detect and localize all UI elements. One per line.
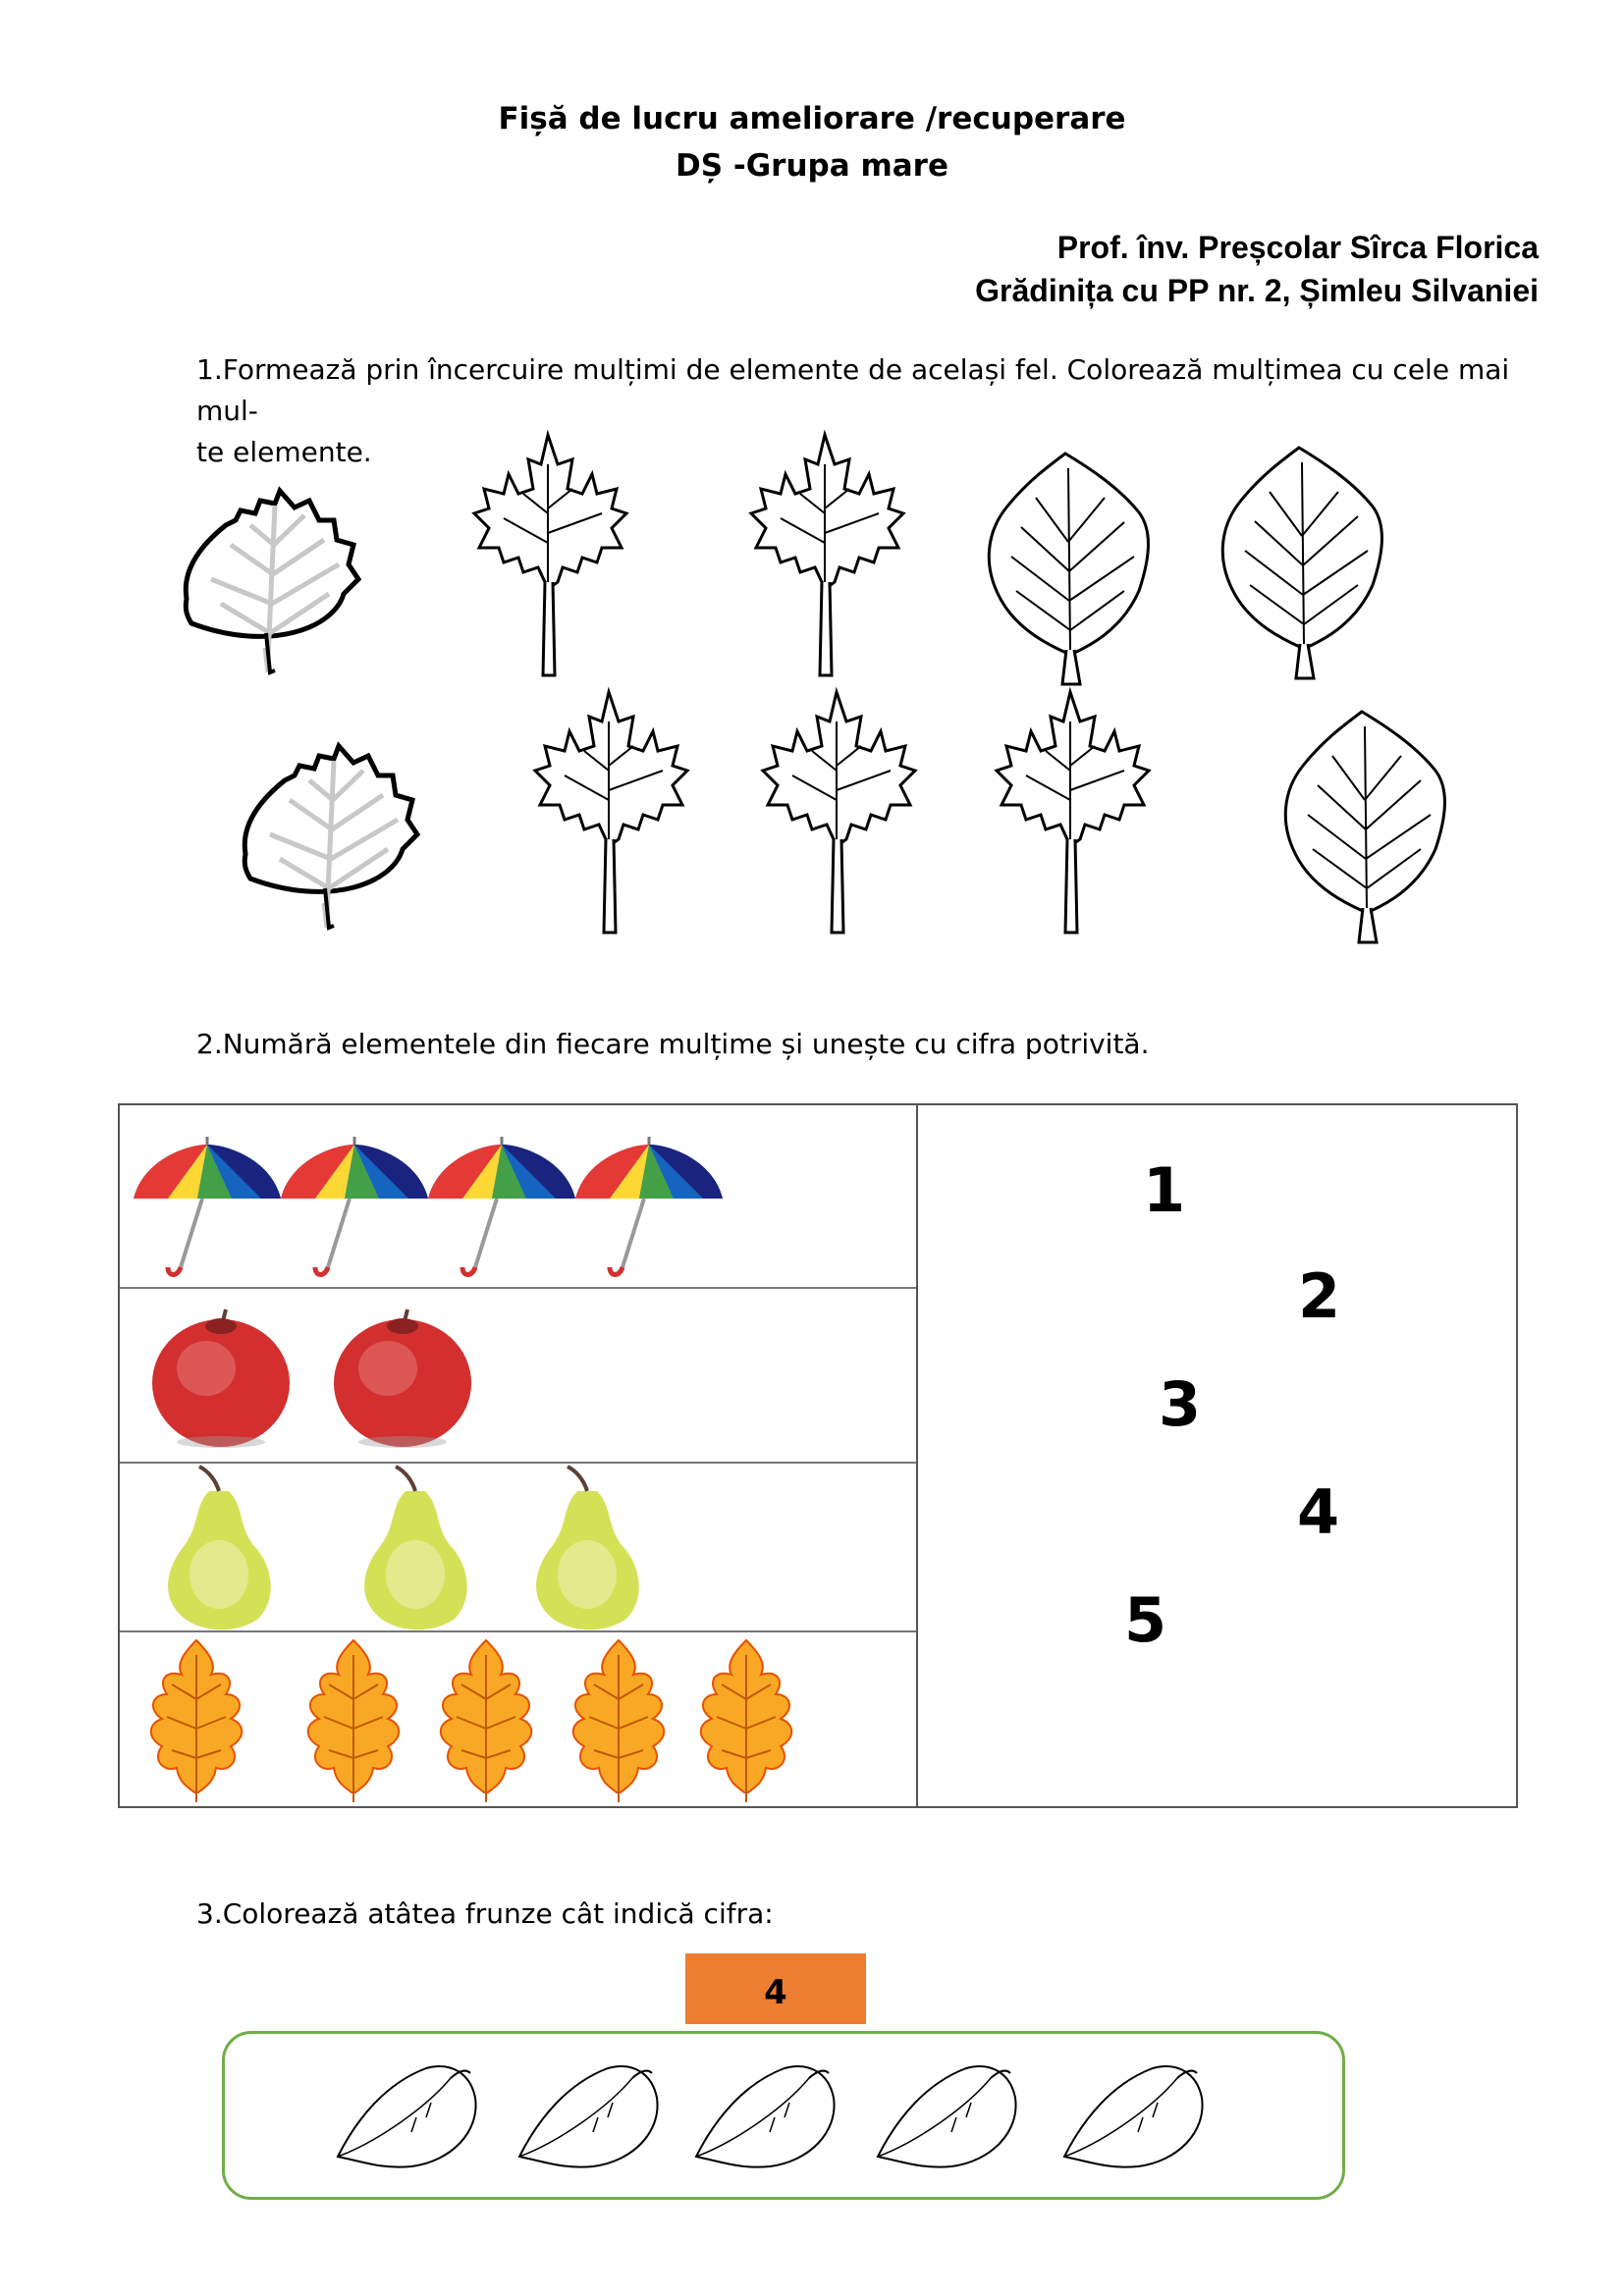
number-1[interactable]: 1 — [1143, 1154, 1186, 1226]
number-5[interactable]: 5 — [1124, 1584, 1167, 1656]
maple-leaf-icon — [464, 435, 626, 680]
outline-leaf-icon[interactable] — [514, 2063, 686, 2176]
number-4[interactable]: 4 — [1297, 1476, 1340, 1548]
birch-leaf-icon — [241, 741, 417, 933]
task2-text: 2.Numără elementele din fiecare mulțime și unește cu cifra potrivită. — [196, 1028, 1150, 1060]
apple-icon — [152, 1305, 290, 1452]
task1-text-line2: te elemente. — [196, 436, 372, 468]
number-3[interactable]: 3 — [1159, 1368, 1202, 1440]
author-line1: Prof. înv. Preșcolar Sîrca Florica — [1056, 230, 1539, 265]
oak-leaf-icon — [569, 1640, 668, 1807]
title-line2: DȘ -Grupa mare — [676, 148, 948, 184]
poplar-leaf-icon — [1216, 448, 1387, 683]
outline-leaf-icon[interactable] — [873, 2063, 1045, 2176]
title-line1: Fișă de lucru ameliorare /recuperare — [498, 101, 1126, 136]
leaf-coloring-box — [222, 2031, 1345, 2200]
maple-leaf-icon — [987, 692, 1149, 937]
outline-leaf-icon[interactable] — [333, 2063, 505, 2176]
umbrella-icon — [281, 1145, 428, 1287]
apple-icon — [334, 1305, 471, 1452]
outline-leaf-icon[interactable] — [691, 2063, 863, 2176]
count-badge: 4 — [685, 1953, 866, 2024]
author-line2: Grădinița cu PP nr. 2, Șimleu Silvaniei — [975, 273, 1539, 308]
umbrella-icon — [428, 1145, 575, 1287]
umbrella-icon — [575, 1145, 723, 1287]
pear-icon — [352, 1467, 479, 1633]
pear-icon — [155, 1467, 283, 1633]
oak-leaf-icon — [147, 1640, 245, 1807]
maple-leaf-icon — [741, 435, 903, 680]
task3-text: 3.Colorează atâtea frunze cât indică cifra: — [196, 1897, 774, 1930]
maple-leaf-icon — [753, 692, 915, 937]
oak-leaf-icon — [304, 1640, 403, 1807]
maple-leaf-icon — [525, 692, 687, 937]
umbrella-icon — [134, 1145, 281, 1287]
pear-icon — [523, 1467, 651, 1633]
matching-table — [118, 1103, 1518, 1808]
number-2[interactable]: 2 — [1298, 1260, 1341, 1332]
poplar-leaf-icon — [982, 454, 1149, 689]
task1-text-line1: 1.Formează prin încercuire mulțimi de elemente de același fel. Colorează mulțimea cu cele mai mul- — [196, 353, 1510, 427]
outline-leaf-icon[interactable] — [1059, 2063, 1231, 2176]
birch-leaf-icon — [182, 486, 358, 677]
oak-leaf-icon — [697, 1640, 795, 1807]
oak-leaf-icon — [437, 1640, 535, 1807]
poplar-leaf-icon — [1278, 712, 1450, 947]
